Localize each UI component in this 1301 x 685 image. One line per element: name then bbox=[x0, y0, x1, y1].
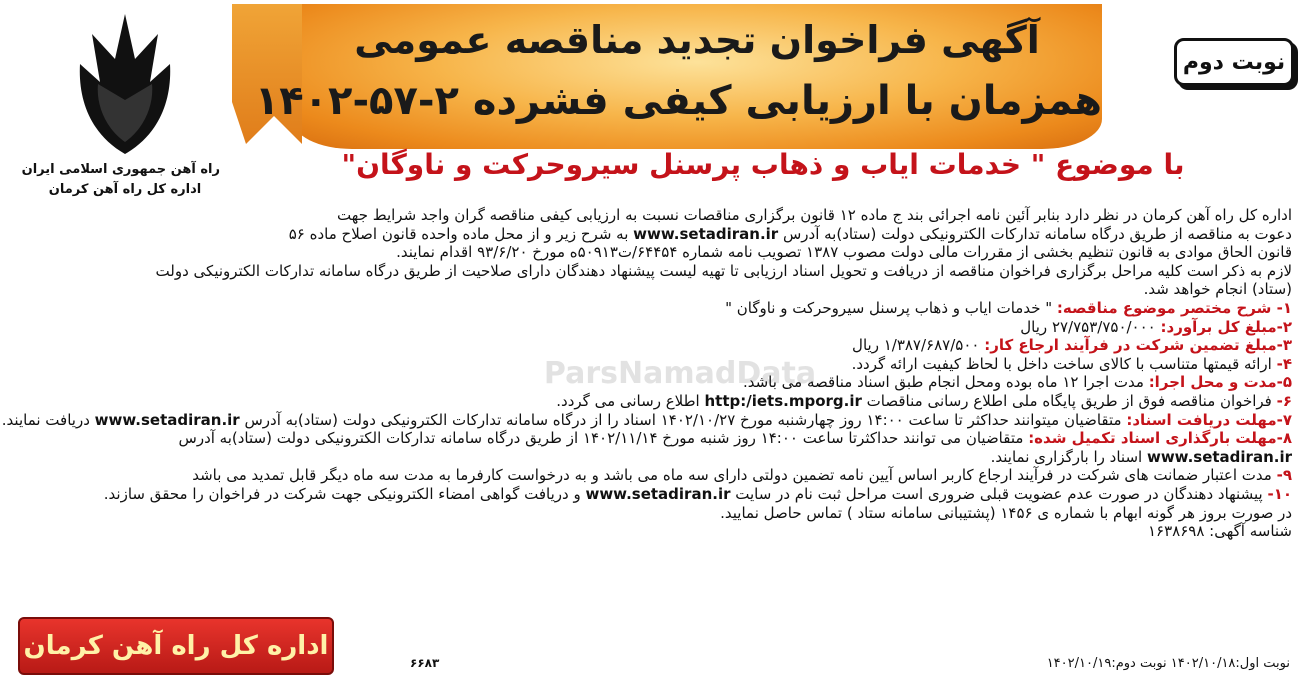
publish-dates: نوبت اول:۱۴۰۲/۱۰/۱۸ نوبت دوم:۱۴۰۲/۱۰/۱۹ bbox=[1046, 656, 1290, 671]
item-8-cont: www.setadiran.ir اسناد را بارگزاری نمایند. bbox=[990, 447, 1292, 466]
item-label: ۸-مهلت بارگذاری اسناد تکمیل شده: bbox=[1028, 429, 1292, 448]
item-3: ۳-مبلغ تضمین شرکت در فرآیند ارجاع کار: ۱/۳۸۷/۶۸۷/۵۰۰ ریال bbox=[852, 336, 1292, 355]
item-7: ۷-مهلت دریافت اسناد: متقاضیان میتوانند حداکثر تا ساعت ۱۴:۰۰ روز چهارشنبه مورخ ۱۴۰۲/۱۰/۲۷ اسناد را از درگاه سامانه تدارکات الکترونیکی دولت (ستاد)به آدرس www.setadiran.ir دریافت نمایند. bbox=[1, 410, 1292, 429]
ad-id: شناسه آگهی: ۱۶۳۸۶۹۸ bbox=[1148, 522, 1292, 541]
winged-emblem-icon bbox=[70, 4, 180, 154]
item-label: ۳-مبلغ تضمین شرکت در فرآیند ارجاع کار: bbox=[984, 336, 1292, 355]
item-9: ۹- مدت اعتبار ضمانت های شرکت در فرآیند ارجاع کاربر اساس آیین نامه تضمین دولتی دارای سه ماه می باشد و به درخواست کارفرما به مدت سه ماه دیگر قابل تمدید می باشد bbox=[192, 466, 1292, 485]
subject-heading: با موضوع " خدمات ایاب و ذهاب پرسنل سیروحرکت و ناوگان" bbox=[341, 148, 1185, 181]
header bbox=[232, 4, 1294, 154]
logo-caption-country: راه آهن جمهوری اسلامی ایران bbox=[21, 162, 220, 177]
round-badge: نوبت دوم bbox=[1174, 38, 1294, 86]
item-10: ۱۰- پیشنهاد دهندگان در صورت عدم عضویت قبلی ضروری است مراحل ثبت نام در سایت www.setadiran.ir و دریافت گواهی امضاء الکترونیکی جهت شرکت در فراخوان را محقق سازند. bbox=[103, 484, 1292, 503]
item-6: ۶- فراخوان مناقصه فوق از طریق پایگاه ملی اطلاع رسانی مناقصات http:/iets.mporg.ir اطلاع رسانی می گردد. bbox=[556, 391, 1292, 410]
setad-link[interactable]: www.setadiran.ir bbox=[1146, 447, 1292, 466]
intro-line: اداره کل راه آهن کرمان در نظر دارد بنابر آئین نامه اجرائی بند ج ماده ۱۲ قانون برگزاری مناقصات نسبت به ارزیابی کیفی مناقصه گران واجد شرایط جهت bbox=[337, 206, 1292, 224]
intro-line: (ستاد) انجام خواهد شد. bbox=[1143, 280, 1292, 299]
support-line: در صورت بروز هر گونه ابهام با شماره ی ۱۴۵۶ (پشتیبانی سامانه ستاد ) تماس حاصل نمایید. bbox=[720, 503, 1292, 522]
page-subtitle: همزمان با ارزیابی کیفی فشرده ۲-۵۷-۱۴۰۲ bbox=[254, 78, 1102, 124]
intro-line: دعوت به مناقصه از طریق درگاه سامانه تدارکات الکترونیکی دولت (ستاد)به آدرس www.setadiran.ir به شرح زیر و از محل ماده واحده قانون اصلاح ماده ۵۶ bbox=[288, 224, 1292, 243]
setad-link[interactable]: www.setadiran.ir bbox=[585, 484, 731, 503]
iets-link[interactable]: http:/iets.mporg.ir bbox=[704, 391, 862, 410]
setad-link[interactable]: www.setadiran.ir bbox=[633, 224, 779, 243]
print-code: ۶۶۸۳ bbox=[410, 656, 440, 670]
organization-banner: اداره کل راه آهن کرمان bbox=[18, 617, 334, 675]
item-label: ۱- شرح مختصر موضوع مناقصه: bbox=[1056, 298, 1292, 317]
notice-body bbox=[1, 206, 1292, 541]
railway-logo bbox=[21, 4, 220, 204]
item-label: ۵-مدت و محل اجرا: bbox=[1148, 373, 1292, 392]
setad-link[interactable]: www.setadiran.ir bbox=[94, 410, 240, 429]
item-2: ۲-مبلغ کل برآورد: ۲۷/۷۵۳/۷۵۰/۰۰۰ ریال bbox=[1020, 317, 1292, 336]
intro-line: قانون الحاق موادی به قانون تنظیم بخشی از مقررات مالی دولت مصوب ۱۳۸۷ تصویب نامه شماره ۶۴۴۵۴/ت۵۰۹۱۳ه مورخ ۹۳/۶/۲۰ اقدام نمایند. bbox=[396, 243, 1292, 262]
item-8: ۸-مهلت بارگذاری اسناد تکمیل شده: متقاضیان می توانند حداکثرتا ساعت ۱۴:۰۰ روز شنبه مورخ ۱۴۰۲/۱۱/۱۴ از طریق درگاه سامانه تدارکات الکترونیکی دولت (ستاد)به آدرس bbox=[178, 429, 1292, 448]
item-5: ۵-مدت و محل اجرا: مدت اجرا ۱۲ ماه بوده ومحل انجام طبق اسناد مناقصه می باشد. bbox=[742, 373, 1292, 392]
page-title: آگهی فراخوان تجدید مناقصه عمومی bbox=[354, 18, 1040, 62]
item-label: ۷-مهلت دریافت اسناد: bbox=[1126, 410, 1292, 429]
item-1: ۱- شرح مختصر موضوع مناقصه: " خدمات ایاب و ذهاب پرسنل سیروحرکت و ناوگان " bbox=[725, 298, 1292, 317]
watermark: ParsNamadData bbox=[543, 356, 817, 391]
logo-caption-office: اداره کل راه آهن کرمان bbox=[48, 182, 202, 197]
item-4: ۴- ارائه قیمتها متناسب با کالای ساخت داخل با لحاظ کیفیت ارائه گردد. bbox=[851, 354, 1292, 373]
intro-line: لازم به ذکر است کلیه مراحل برگزاری فراخوان مناقصه از دریافت و تحویل اسناد ارزیابی تا تهیه لیست پیشنهاد دهندگان دارای صلاحیت از طریق درگاه سامانه تدارکات الکترونیکی دولت bbox=[155, 261, 1292, 280]
item-label: ۲-مبلغ کل برآورد: bbox=[1160, 317, 1292, 336]
